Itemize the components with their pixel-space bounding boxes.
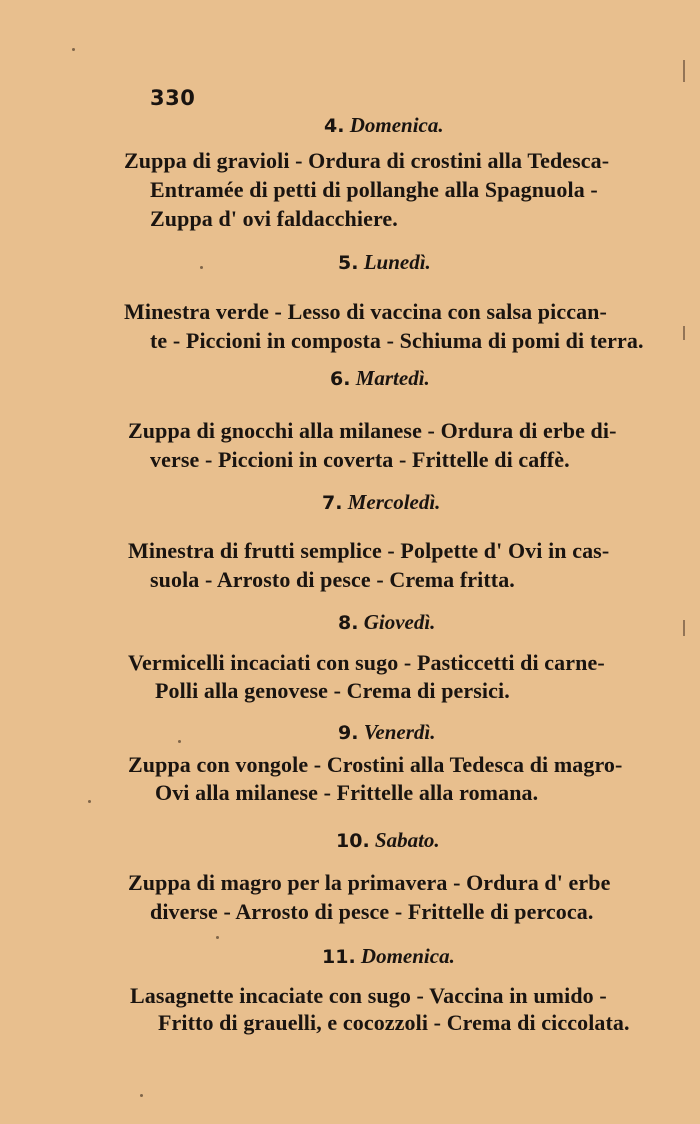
entry-number: 8. — [338, 612, 359, 634]
menu-line: Polli alla genovese - Crema di persici. — [155, 678, 510, 703]
menu-line: Zuppa di gnocchi alla milanese - Ordura di erbe di- — [128, 418, 617, 443]
scan-speck — [216, 936, 219, 939]
entry-day: Mercoledì. — [347, 490, 441, 514]
entry-number: 11. — [322, 946, 356, 968]
menu-line: Zuppa di gravioli - Ordura di crostini alla Tedesca- — [124, 148, 610, 173]
entry-number: 5. — [338, 252, 359, 274]
entry-number: 10. — [336, 830, 370, 852]
menu-line: Minestra verde - Lesso di vaccina con salsa piccan- — [124, 299, 607, 324]
menu-line: diverse - Arrosto di pesce - Frittelle di percoca. — [150, 899, 594, 924]
entry-number: 9. — [338, 722, 359, 744]
menu-line: Ovi alla milanese - Frittelle alla romana. — [155, 780, 539, 805]
entry-number: 7. — [322, 492, 343, 514]
page-edge-mark — [683, 60, 685, 82]
scan-speck — [72, 48, 75, 51]
entry-day: Domenica. — [360, 944, 455, 968]
entry-day: Venerdì. — [363, 720, 436, 744]
scan-speck — [140, 1094, 143, 1097]
scan-speck — [200, 266, 203, 269]
menu-line: Zuppa di magro per la primavera - Ordura d' erbe — [128, 870, 611, 895]
entry-heading — [336, 828, 440, 853]
scan-speck — [178, 740, 181, 743]
entry-heading — [322, 490, 440, 515]
menu-line: Minestra di frutti semplice - Polpette d' Ovi in cas- — [128, 538, 610, 563]
menu-line: te - Piccioni in composta - Schiuma di pomi di terra. — [150, 328, 644, 353]
entry-day: Lunedì. — [363, 250, 431, 274]
menu-line: Fritto di grauelli, e cocozzoli - Crema di ciccolata. — [158, 1010, 630, 1035]
menu-line: Vermicelli incaciati con sugo - Pasticcetti di carne- — [128, 650, 605, 675]
menu-line: Entramée di petti di pollanghe alla Spagnuola - — [150, 177, 598, 202]
entry-number: 6. — [330, 368, 351, 390]
page-edge-mark — [683, 326, 685, 340]
menu-line: suola - Arrosto di pesce - Crema fritta. — [150, 567, 515, 592]
entry-heading — [330, 366, 430, 391]
entry-number: 4. — [324, 115, 345, 137]
entry-heading — [338, 610, 435, 635]
menu-line: Lasagnette incaciate con sugo - Vaccina in umido - — [130, 983, 607, 1008]
entry-day: Domenica. — [349, 113, 444, 137]
page-number: 330 — [150, 86, 196, 110]
entry-heading — [338, 250, 431, 275]
entry-heading — [322, 944, 455, 969]
entry-heading — [324, 113, 444, 138]
entry-heading — [338, 720, 435, 745]
entry-day: Sabato. — [374, 828, 440, 852]
menu-line: Zuppa con vongole - Crostini alla Tedesca di magro- — [128, 752, 623, 777]
entry-day: Giovedì. — [363, 610, 436, 634]
scan-speck — [88, 800, 91, 803]
page-edge-mark — [683, 620, 685, 636]
menu-line: Zuppa d' ovi faldacchiere. — [150, 206, 398, 231]
entry-day: Martedì. — [355, 366, 430, 390]
menu-line: verse - Piccioni in coverta - Frittelle di caffè. — [150, 447, 570, 472]
